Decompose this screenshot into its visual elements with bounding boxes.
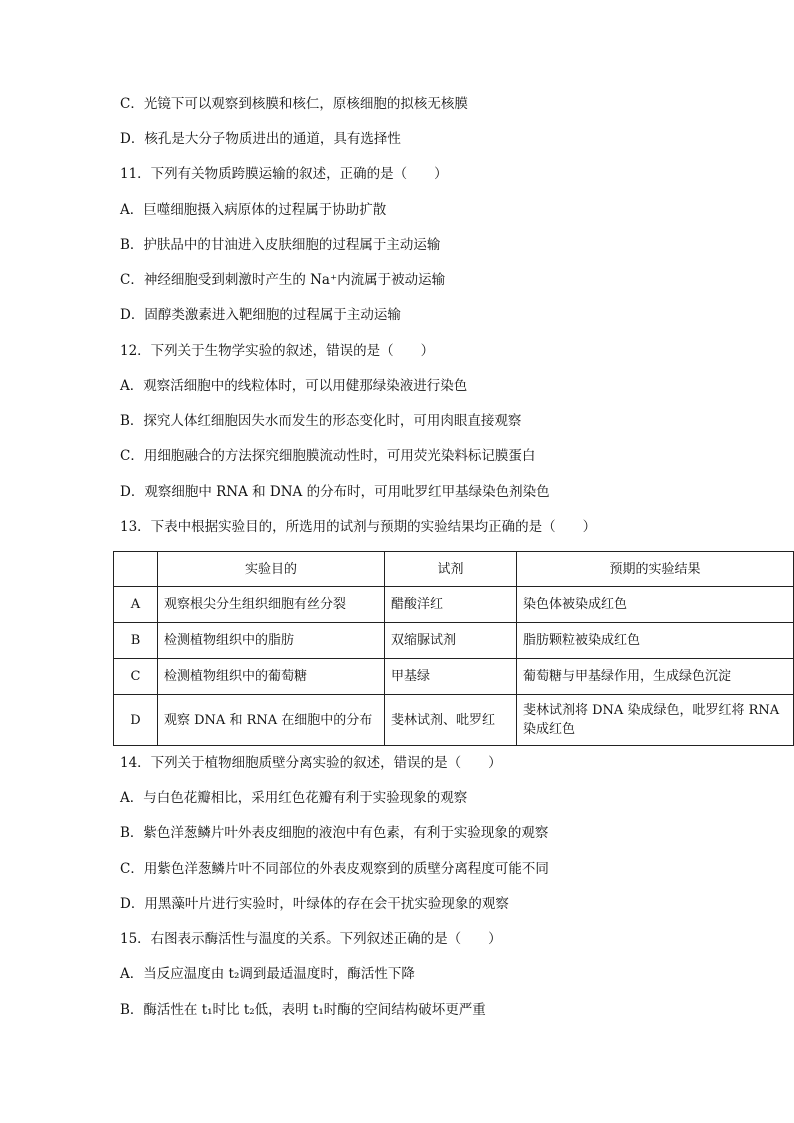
- row-result: 脂肪颗粒被染成红色: [517, 623, 794, 659]
- row-result: 染色体被染成红色: [517, 587, 794, 623]
- row-option: B: [114, 623, 158, 659]
- option-12b: B．探究人体红细胞因失水而发生的形态变化时，可用肉眼直接观察: [120, 413, 522, 429]
- row-reagent: 醋酸洋红: [385, 587, 517, 623]
- option-10d: D．核孔是大分子物质进出的通道，具有选择性: [120, 131, 401, 147]
- option-15b: B．酶活性在 t₁时比 t₂低，表明 t₁时酶的空间结构破坏更严重: [120, 1002, 486, 1018]
- table-row: [114, 587, 794, 623]
- question-13: 13．下表中根据实验目的，所选用的试剂与预期的实验结果均正确的是（ ）: [120, 519, 597, 535]
- option-14b: B．紫色洋葱鳞片叶外表皮细胞的液泡中有色素，有利于实验现象的观察: [120, 825, 549, 841]
- option-12a: A．观察活细胞中的线粒体时，可以用健那绿染液进行染色: [120, 378, 468, 394]
- row-reagent: 双缩脲试剂: [385, 623, 517, 659]
- header-reagent: 试剂: [385, 552, 517, 587]
- option-12d: D．观察细胞中 RNA 和 DNA 的分布时，可用吡罗红甲基绿染色剂染色: [120, 484, 550, 500]
- option-12c: C．用细胞融合的方法探究细胞膜流动性时，可用荧光染料标记膜蛋白: [120, 448, 536, 464]
- question-14: 14．下列关于植物细胞质壁分离实验的叙述，错误的是（ ）: [120, 755, 502, 771]
- row-reagent: 甲基绿: [385, 659, 517, 695]
- row-purpose: 观察 DNA 和 RNA 在细胞中的分布: [158, 695, 385, 746]
- option-11c: C．神经细胞受到刺激时产生的 Na⁺内流属于被动运输: [120, 272, 446, 288]
- row-reagent: 斐林试剂、吡罗红: [385, 695, 517, 746]
- row-purpose: 观察根尖分生组织细胞有丝分裂: [158, 587, 385, 623]
- row-result: 斐林试剂将 DNA 染成绿色，吡罗红将 RNA 染成红色: [517, 695, 794, 746]
- option-14c: C．用紫色洋葱鳞片叶不同部位的外表皮观察到的质壁分离程度可能不同: [120, 861, 549, 877]
- header-option: [114, 552, 158, 587]
- option-11d: D．固醇类激素进入靶细胞的过程属于主动运输: [120, 307, 401, 323]
- row-option: A: [114, 587, 158, 623]
- option-14d: D．用黑藻叶片进行实验时，叶绿体的存在会干扰实验现象的观察: [120, 896, 509, 912]
- option-14a: A．与白色花瓣相比，采用红色花瓣有利于实验现象的观察: [120, 790, 468, 806]
- row-result: 葡萄糖与甲基绿作用，生成绿色沉淀: [517, 659, 794, 695]
- option-11a: A．巨噬细胞摄入病原体的过程属于协助扩散: [120, 202, 387, 218]
- row-purpose: 检测植物组织中的葡萄糖: [158, 659, 385, 695]
- question-12: 12．下列关于生物学实验的叙述，错误的是（ ）: [120, 343, 435, 359]
- table-row: [114, 659, 794, 695]
- question-11: 11．下列有关物质跨膜运输的叙述，正确的是（ ）: [120, 166, 448, 182]
- header-purpose: 实验目的: [158, 552, 385, 587]
- option-11b: B．护肤品中的甘油进入皮肤细胞的过程属于主动运输: [120, 237, 441, 253]
- header-result: 预期的实验结果: [517, 552, 794, 587]
- question-15: 15．右图表示酶活性与温度的关系。下列叙述正确的是（ ）: [120, 931, 502, 947]
- table-row: [114, 623, 794, 659]
- experiment-table: [113, 551, 794, 746]
- row-option: D: [114, 695, 158, 746]
- row-purpose: 检测植物组织中的脂肪: [158, 623, 385, 659]
- row-option: C: [114, 659, 158, 695]
- table-header-row: [114, 552, 794, 587]
- option-15a: A．当反应温度由 t₂调到最适温度时，酶活性下降: [120, 966, 415, 982]
- table-row: [114, 695, 794, 746]
- option-10c: C．光镜下可以观察到核膜和核仁，原核细胞的拟核无核膜: [120, 96, 468, 112]
